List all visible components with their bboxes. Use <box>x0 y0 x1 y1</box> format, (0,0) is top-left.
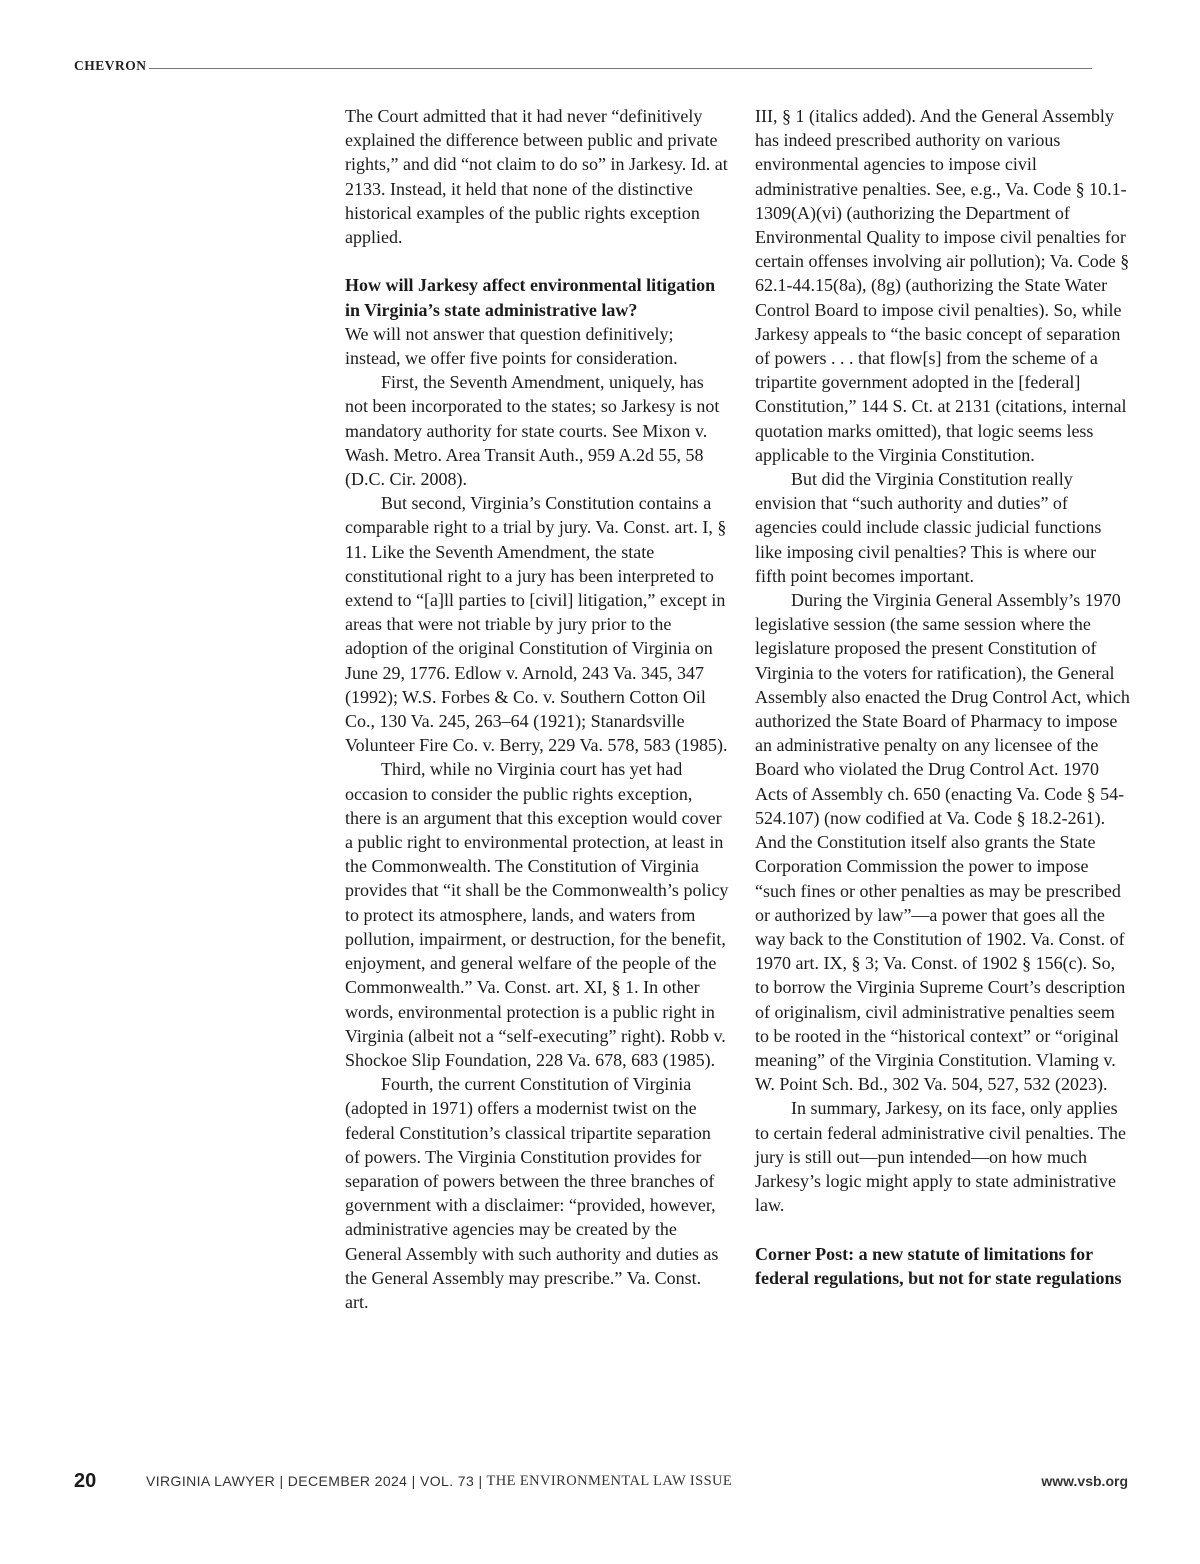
paragraph-five-points: We will not answer that question definitively; instead, we offer five points for consideration. <box>345 323 678 369</box>
paragraph-1970-session: During the Virginia General Assembly’s 1970 legislative session (the same session where the legislature proposed the present Constitution of Virginia to the voters for ratification), the General Assembly also enacted the Drug Control Act, which authorized the State Board of Pharmacy to impose an administrative penalty on any licensee of the Board who violated the Drug Control Act. 1970 Acts of Assembly ch. 650 (enacting Va. Code § 54-524.107) (now codified at Va. Code § 18.2-261). And the Constitution itself also grants the State Corporation Commission the power to impose “such fines or other penalties as may be prescribed or authorized by law”—a power that goes all the way back to the Constitution of 1902. Va. Const. of 1970 art. IX, § 3; Va. Const. of 1902 § 156(c). So, to borrow the Virginia Supreme Court’s description of originalism, civil administrative penalties seem to be rooted in the “historical context” or “original meaning” of the Virginia Constitution. Vlaming v. W. Point Sch. Bd., 302 Va. 504, 527, 532 (2023). <box>755 590 1130 1095</box>
page-number: 20 <box>74 1469 97 1492</box>
spacer <box>345 249 729 273</box>
right-column <box>755 104 1130 1290</box>
paragraph-italics-added: III, § 1 (italics added). And the General Assembly has indeed prescribed authority on various environmental agencies to impose civil administrative penalties. See, e.g., Va. Code § 10.1-1309(A)(vi) (authorizing the Department of Environmental Quality to impose civil penalties for certain offenses involving air pollution); Va. Code § 62.1-44.15(8a), (8g) (authorizing the State Water Control Board to impose civil penalties). So, while Jarkesy appeals to “the basic concept of separation of powers . . . that flow[s] from the scheme of a tripartite government adopted in the [federal] Constitution,” 144 S. Ct. at 2131 (citations, internal quotation marks omitted), that logic seems less applicable to the Virginia Constitution. <box>755 106 1130 465</box>
page-footer <box>74 1466 1128 1496</box>
issue-title: THE ENVIRONMENTAL LAW ISSUE <box>486 1472 733 1489</box>
paragraph-first-point: First, the Seventh Amendment, uniquely, has not been incorporated to the states; so Jarkesy is not mandatory authority for state courts. See Mixon v. Wash. Metro. Area Transit Auth., 959 A.2d 55, 58 (D.C. Cir. 2008). <box>345 372 720 490</box>
section-label: CHEVRON <box>74 58 147 73</box>
header-rule <box>149 68 1092 69</box>
paragraph-second-point: But second, Virginia’s Constitution contains a comparable right to a trial by jury. Va. Const. art. I, § 11. Like the Seventh Amendment, the state constitutional right to a jury has been interpreted to extend to “[a]ll parties to [civil] litigation,” except in areas that were not triable by jury prior to the adoption of the original Constitution of Virginia on June 29, 1776. Edlow v. Arnold, 243 Va. 345, 347 (1992); W.S. Forbes & Co. v. Southern Cotton Oil Co., 130 Va. 245, 263–64 (1921); Stanardsville Volunteer Fire Co. v. Berry, 229 Va. 578, 583 (1985). <box>345 493 728 756</box>
paragraph-fourth-point: Fourth, the current Constitution of Virginia (adopted in 1971) offers a modernist twist on the federal Constitution’s classical tripartite separation of powers. The Virginia Constitution provides for separation of powers between the three branches of government with a disclaimer: “provided, however, administrative agencies may be created by the General Assembly with such authority and duties as the General Assembly may prescribe.” Va. Const. art. <box>345 1074 719 1312</box>
paragraph-fifth-point-intro: But did the Virginia Constitution really envision that “such authority and duties” of agencies could include classic judicial functions like imposing civil penalties? This is where our fifth point becomes important. <box>755 469 1102 586</box>
left-column <box>345 104 729 1314</box>
spacer <box>755 1217 1130 1241</box>
subheading-jarkesy-question: How will Jarkesy affect environmental litigation in Virginia’s state administrative law? <box>345 275 716 320</box>
running-header <box>74 58 1092 74</box>
paragraph-third-point: Third, while no Virginia court has yet had occasion to consider the public rights exception, there is an argument that this exception would cover a public right to environmental protection, at least in the Commonwealth. The Constitution of Virginia provides that “it shall be the Commonwealth’s policy to protect its atmosphere, lands, and waters from pollution, impairment, or destruction, for the benefit, enjoyment, and general welfare of the people of the Commonwealth.” Va. Const. art. XI, § 1. In other words, environmental protection is a public right in Virginia (albeit not a “self-executing” right). Robb v. Shockoe Slip Foundation, 228 Va. 678, 683 (1985). <box>345 759 729 1070</box>
subheading-corner-post: Corner Post: a new statute of limitations for federal regulations, but not for state regulations <box>755 1243 1122 1288</box>
website-link[interactable]: www.vsb.org <box>1041 1473 1128 1489</box>
paragraph-summary: In summary, Jarkesy, on its face, only applies to certain federal administrative civil penalties. The jury is still out—pun intended—on how much Jarkesy’s logic might apply to state administrative law. <box>755 1098 1127 1216</box>
paragraph-court-admitted: The Court admitted that it had never “definitively explained the difference between public and private rights,” and did “not claim to do so” in Jarkesy. Id. at 2133. Instead, it held that none of the distinctive historical examples of the public rights exception applied. <box>345 106 728 248</box>
magazine-info: VIRGINIA LAWYER | DECEMBER 2024 | VOL. 73 | <box>146 1473 483 1489</box>
